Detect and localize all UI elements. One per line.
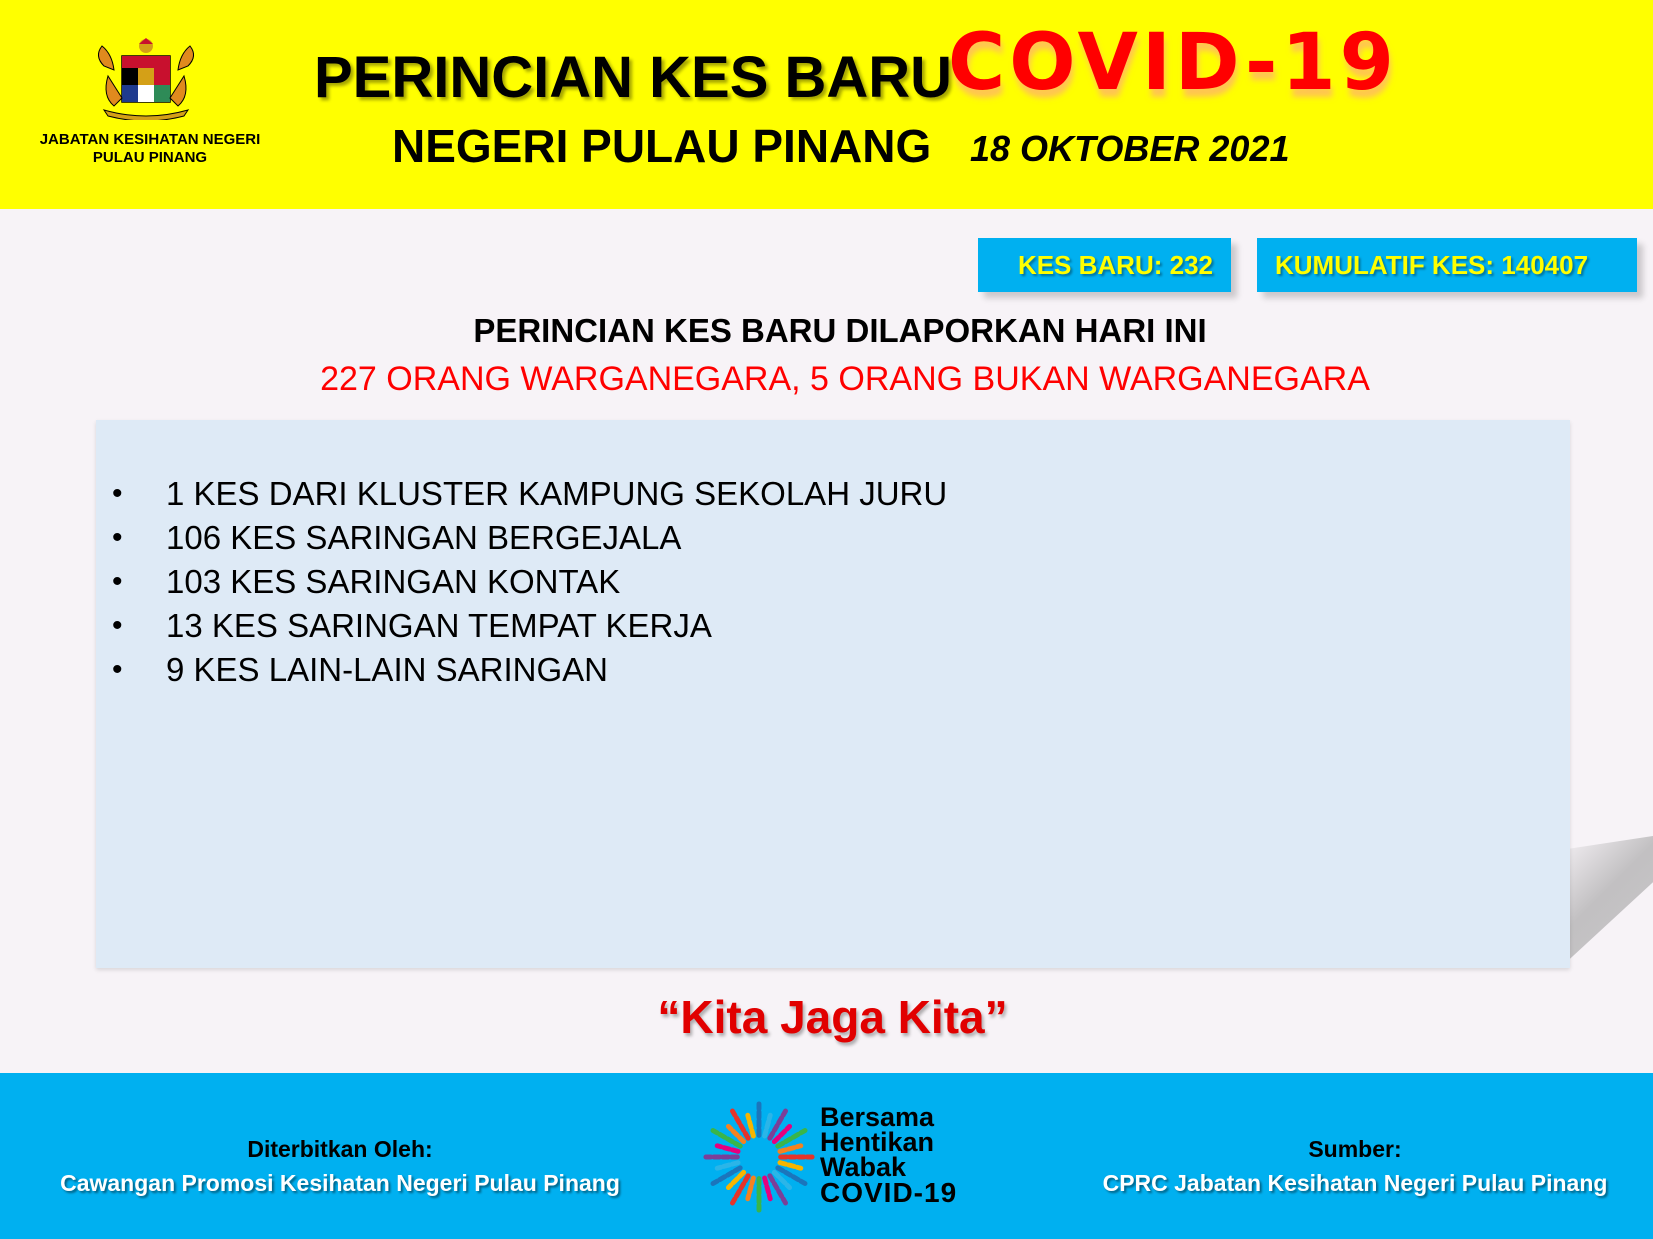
cumulative-cases-badge: KUMULATIF KES: 140407	[1257, 238, 1637, 292]
sunburst-icon	[700, 1098, 818, 1216]
agency-name: JABATAN KESIHATAN NEGERI PULAU PINANG	[39, 131, 261, 166]
campaign-logo-text	[820, 1102, 958, 1208]
new-cases-badge: KES BARU: 232	[978, 238, 1231, 292]
publisher-block	[30, 1132, 650, 1200]
source-name: CPRC Jabatan Kesihatan Negeri Pulau Pinang	[1102, 1170, 1608, 1196]
sunburst-ray	[765, 1178, 771, 1199]
list-item-text: 13 KES SARINGAN TEMPAT KERJA	[166, 607, 712, 644]
sunburst-ray	[717, 1163, 738, 1169]
page-title: PERINCIAN KES BARU	[314, 45, 953, 110]
list-item-text: 9 KES LAIN-LAIN SARINGAN	[166, 651, 608, 688]
bullet-dot: •	[112, 565, 123, 598]
sunburst-ray	[780, 1146, 801, 1152]
list-item-text: 103 KES SARINGAN KONTAK	[166, 563, 621, 600]
state-title: NEGERI PULAU PINANG	[392, 120, 932, 172]
header-banner	[0, 0, 1653, 209]
sunburst-ray	[748, 1115, 754, 1136]
covid-title: COVID-19	[948, 18, 1398, 108]
list-item-text: 106 KES SARINGAN BERGEJALA	[166, 519, 682, 556]
bullet-dot: •	[112, 477, 123, 510]
case-list	[108, 472, 947, 692]
source-block	[1080, 1132, 1630, 1200]
bullet-dot: •	[112, 609, 123, 642]
report-date: 18 OKTOBER 2021	[970, 128, 1290, 169]
list-item-text: 1 KES DARI KLUSTER KAMPUNG SEKOLAH JURU	[166, 475, 948, 512]
panel-shadow	[1560, 836, 1653, 968]
citizenship-breakdown: 227 ORANG WARGANEGARA, 5 ORANG BUKAN WARGANEGARA	[320, 360, 1370, 398]
list-item	[108, 648, 947, 692]
campaign-line: Hentikan	[820, 1127, 935, 1157]
section-title: PERINCIAN KES BARU DILAPORKAN HARI INI	[473, 312, 1207, 349]
publisher-label: Diterbitkan Oleh:	[247, 1136, 433, 1162]
bullet-dot: •	[112, 521, 123, 554]
state-crest-icon	[84, 36, 208, 120]
list-item	[108, 516, 947, 560]
campaign-line: COVID-19	[820, 1177, 958, 1208]
list-item	[108, 560, 947, 604]
sunburst-ray	[748, 1178, 754, 1199]
sunburst-ray	[717, 1146, 738, 1152]
sunburst-ray	[765, 1115, 771, 1136]
list-item	[108, 604, 947, 648]
publisher-name: Cawangan Promosi Kesihatan Negeri Pulau Pinang	[60, 1170, 620, 1196]
list-item	[108, 472, 947, 516]
sunburst-ray	[780, 1163, 801, 1169]
campaign-line: Wabak	[820, 1152, 907, 1182]
bullet-dot: •	[112, 653, 123, 686]
campaign-line: Bersama	[820, 1102, 935, 1132]
source-label: Sumber:	[1308, 1136, 1402, 1162]
slogan: “Kita Jaga Kita”	[657, 991, 1008, 1043]
